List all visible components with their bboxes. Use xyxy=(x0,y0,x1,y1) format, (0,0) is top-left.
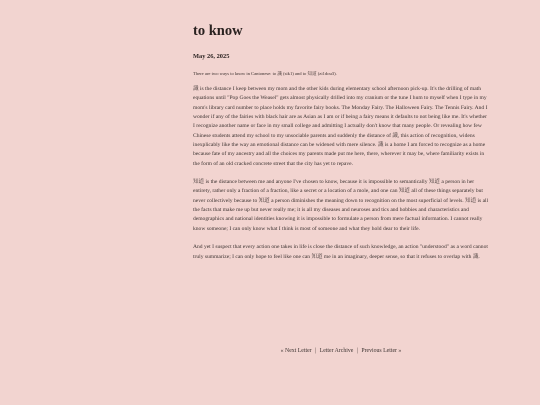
paragraph-conclusion: And yet I suspect that every action one takes in life is close the distance of such knowledge, an action "understood" as a word cannot truly summarize; I can only hope to feel like one can 知道 me in an imaginary, deeper sense, so that it refuses to overlap with 識. xyxy=(193,244,488,260)
next-letter-link[interactable]: « Next Letter xyxy=(280,348,312,354)
nav-separator: | xyxy=(356,348,358,354)
letter-content xyxy=(193,22,489,271)
previous-letter-link[interactable]: Previous Letter » xyxy=(361,348,402,354)
nav-separator: | xyxy=(315,348,317,354)
letter-date: May 26, 2025 xyxy=(193,53,230,60)
paragraph-sik: 識 is the distance I keep between my mom and the other kids during elementary school afternoon pick-up. It's the drilling of math equations until "Pop Goes the Weasel" gets almost physically drilled into my cranium or the tune I hum to myself when I type in my mom's library card number to place holds my favorite fairy books. The Monday Fairy. The Halloween Fairy. The Tennis Fairy. And I wonder if any of the fairies with black hair are as Asian as I am or if being a fairy means it defaults to not being like me. It's whether I recognize another name or face in my small college and admitting I actually don't know that many people. Or revealing how few Chinese students attend my school to my unsociable parents and suddenly the distance of 識, this action of recognition, widens inexplicably like the way an emotional distance can be widened with mere silence. 識 is a home I am forced to recognize as a home because fate of my ancestry and all the choices my parents made put me here, there, wherever it may be, where familiarity exists in the form of an old cracked concrete street that the city has yet to repave. xyxy=(193,86,488,167)
paragraph-zidou: 知道 is the distance between me and anyone I've chosen to know, because it is impossible to semantically 知道 a person in her entirety, rather only a fraction of a fraction, like a secret or a location of a mole, and one can 知道 all of these things separately but never collectively because to 知道 a person diminishes the meaning down to recognition on the most superficial of levels. 知道 is all the facts that make me up but never really me; it is all my diseases and neuroses and tics and hobbies and characteristics and demographics and national identities knowing it is impossible to formulate a person from mere factual information. I cannot really know someone; I can only know what I think is most of someone and what they hold dear to their life. xyxy=(193,179,489,232)
letter-archive-link[interactable]: Letter Archive xyxy=(319,348,354,354)
letter-title: to know xyxy=(193,23,243,39)
letter-intro: There are two ways to know in Cantonese: to 識 (sik1) and to 知道 (zi1dou3). xyxy=(193,71,337,76)
letter-navigation xyxy=(193,347,489,356)
